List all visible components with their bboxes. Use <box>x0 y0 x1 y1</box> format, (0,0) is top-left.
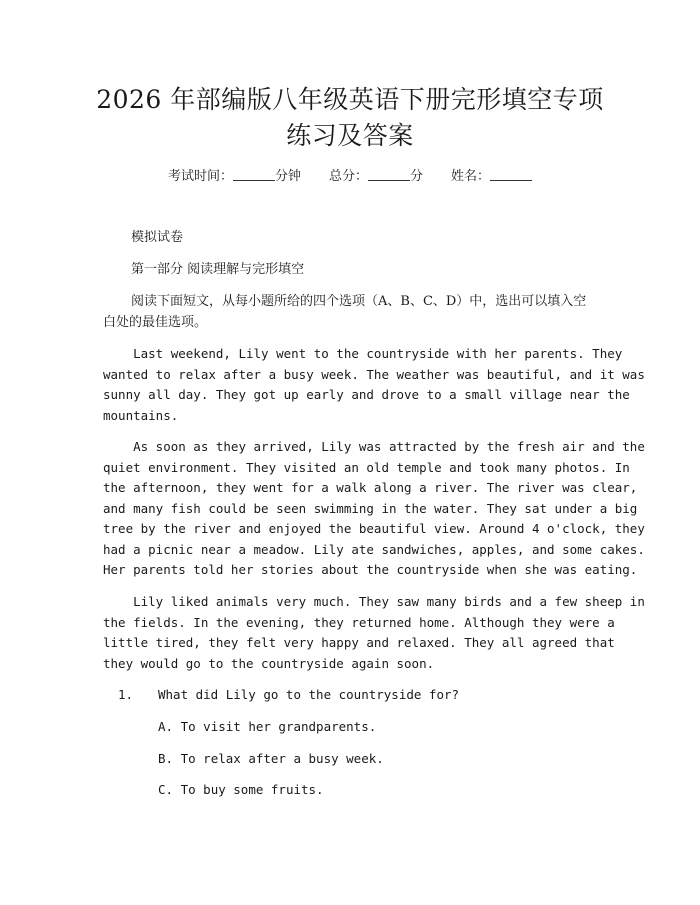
time-blank <box>233 168 275 181</box>
passage-line: As soon as they arrived, Lily was attracted by the fresh air and the <box>103 439 645 454</box>
name-label: 姓名： <box>451 169 491 184</box>
option-letter: B. <box>158 751 174 766</box>
passage-line: little tired, they felt very happy and relaxed. They all agreed that <box>103 635 615 650</box>
passage-line: wanted to relax after a busy week. The weather was beautiful, and it was <box>103 366 645 382</box>
score-label: 总分： <box>328 169 368 184</box>
passage-line: mountains. <box>103 407 179 423</box>
score-unit: 分 <box>410 169 424 184</box>
instructions-line-2: 白处的最佳选项。 <box>103 315 208 330</box>
passage-line: quiet environment. They visited an old temple and took many photos. In <box>103 459 630 475</box>
passage-line: the afternoon, they went for a walk along a river. The river was clear, <box>103 480 638 495</box>
part-title: 第一部分 阅读理解与完形填空 <box>131 262 305 277</box>
name-blank <box>490 168 532 181</box>
passage-line: tree by the river and enjoyed the beautiful view. Around 4 o'clock, they <box>103 521 645 536</box>
question-1-number: 1. <box>118 687 134 702</box>
time-unit: 分钟 <box>274 169 301 184</box>
option-text: To visit her grandparents. <box>180 719 377 734</box>
passage-line: the fields. In the evening, they returned home. Although they were a <box>103 614 615 630</box>
question-1-text: What did Lily go to the countryside for? <box>158 687 460 702</box>
option-b <box>158 749 384 769</box>
section-label: 模拟试卷 <box>131 230 184 245</box>
passage-paragraph-2 <box>103 437 645 581</box>
document-title-line-2: 练习及答案 <box>286 121 414 150</box>
instructions-line-1: 阅读下面短文，从每小题所给的四个选项（A、B、C、D）中，选出可以填入空 <box>131 294 587 309</box>
document-title-line-1: 2026 年部编版八年级英语下册完形填空专项 <box>96 85 604 114</box>
passage-line: Lily liked animals very much. They saw many birds and a few sheep in <box>103 594 645 609</box>
passage-paragraph-3 <box>103 592 645 674</box>
option-c <box>158 780 324 800</box>
time-label: 考试时间： <box>167 169 233 184</box>
passage-line: had a picnic near a meadow. Lily ate sandwiches, apples, and some cakes. <box>103 541 645 557</box>
passage-line: and many fish could be seen swimming in the water. They sat under a big <box>103 500 638 516</box>
passage-paragraph-1 <box>103 344 645 426</box>
option-text: To relax after a busy week. <box>180 751 384 766</box>
passage-line: sunny all day. They got up early and drove to a small village near the <box>103 387 630 402</box>
passage-line: Her parents told her stories about the countryside when she was eating. <box>103 562 638 577</box>
score-blank <box>368 168 410 181</box>
option-letter: A. <box>158 719 174 734</box>
exam-info <box>0 167 700 187</box>
option-a <box>158 717 376 737</box>
passage-line: they would go to the countryside again soon. <box>103 655 435 671</box>
passage-line: Last weekend, Lily went to the countryside with her parents. They <box>103 346 623 361</box>
option-text: To buy some fruits. <box>180 782 324 797</box>
option-letter: C. <box>158 782 174 797</box>
